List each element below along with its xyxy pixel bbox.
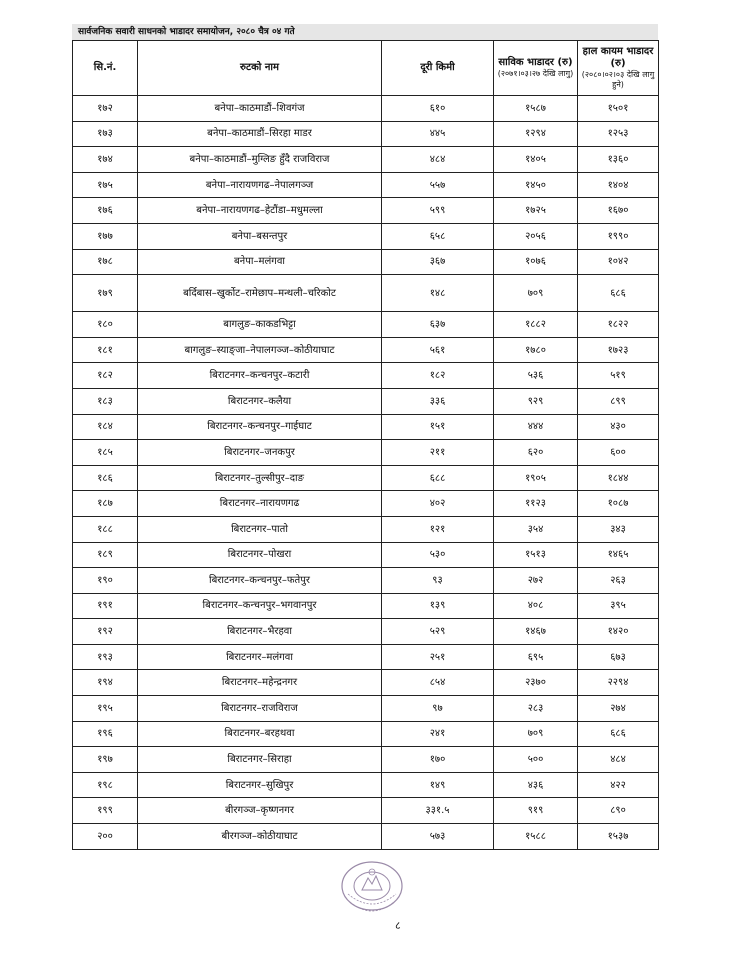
cell-sn: १८४ [73, 414, 138, 440]
cell-distance: ९३ [382, 568, 494, 594]
cell-old-fare: ४०८ [494, 593, 578, 619]
fare-table [72, 40, 659, 850]
cell-distance: ५९९ [382, 198, 494, 224]
cell-old-fare: १७२५ [494, 198, 578, 224]
cell-old-fare: १२९४ [494, 121, 578, 147]
table-row [73, 388, 659, 414]
cell-route: बिराटनगर–पोखरा [138, 542, 382, 568]
table-row [73, 172, 659, 198]
cell-route: बनेपा–बसन्तपुर [138, 223, 382, 249]
cell-new-fare: १४२० [578, 619, 659, 645]
cell-sn: १८० [73, 312, 138, 338]
cell-sn: १७२ [73, 96, 138, 122]
header-new-fare-note: (२०८०।०२।०३ देखि लागु हुने) [581, 70, 655, 89]
cell-new-fare: १४०४ [578, 172, 659, 198]
cell-sn: १९६ [73, 721, 138, 747]
cell-distance: २५१ [382, 644, 494, 670]
table-row [73, 516, 659, 542]
cell-sn: १९४ [73, 670, 138, 696]
table-row [73, 223, 659, 249]
table-row [73, 414, 659, 440]
cell-route: बिराटनगर–कन्चनपुर–फतेपुर [138, 568, 382, 594]
table-row [73, 798, 659, 824]
cell-new-fare: ४३० [578, 414, 659, 440]
cell-new-fare: १८२२ [578, 312, 659, 338]
cell-old-fare: ७०९ [494, 275, 578, 312]
cell-sn: १९३ [73, 644, 138, 670]
cell-sn: १७४ [73, 147, 138, 173]
table-row [73, 772, 659, 798]
cell-distance: १८२ [382, 363, 494, 389]
cell-new-fare: १५३७ [578, 824, 659, 850]
cell-route: बनेपा–मलंगवा [138, 249, 382, 275]
cell-old-fare: २८३ [494, 696, 578, 722]
cell-old-fare: १५१३ [494, 542, 578, 568]
cell-distance: ३३१.५ [382, 798, 494, 824]
cell-route: बिराटनगर–सुखिपुर [138, 772, 382, 798]
cell-route: बनेपा–काठमाडौं–शिवगंज [138, 96, 382, 122]
cell-sn: २०० [73, 824, 138, 850]
cell-route: बागलुङ–स्याङ्जा–नेपालगञ्ज–कोठीयाघाट [138, 337, 382, 363]
cell-old-fare: २३७० [494, 670, 578, 696]
cell-new-fare: ५१९ [578, 363, 659, 389]
cell-distance: १२१ [382, 516, 494, 542]
table-row [73, 824, 659, 850]
cell-distance: १४९ [382, 772, 494, 798]
header-new-fare [578, 41, 659, 96]
cell-old-fare: ९२९ [494, 388, 578, 414]
cell-old-fare: ५३६ [494, 363, 578, 389]
cell-route: बिराटनगर–कन्चनपुर–कटारी [138, 363, 382, 389]
cell-new-fare: २६३ [578, 568, 659, 594]
cell-new-fare: ४८४ [578, 747, 659, 773]
cell-sn: १८५ [73, 440, 138, 466]
cell-route: बागलुङ–काकडभिट्टा [138, 312, 382, 338]
cell-old-fare: ६२० [494, 440, 578, 466]
table-row [73, 363, 659, 389]
cell-new-fare: ६७३ [578, 644, 659, 670]
cell-old-fare: १५८८ [494, 824, 578, 850]
cell-new-fare: १०४२ [578, 249, 659, 275]
table-header-row [73, 41, 659, 96]
cell-sn: १७८ [73, 249, 138, 275]
table-row [73, 696, 659, 722]
cell-route: बिराटनगर–कन्चनपुर–गाईघाट [138, 414, 382, 440]
cell-route: बनेपा–काठमाडौं–मुग्लिङ हुँदै राजविराज [138, 147, 382, 173]
header-old-fare-note: (२०७१।०३।२७ देखि लागु) [497, 69, 574, 78]
cell-old-fare: ३५४ [494, 516, 578, 542]
cell-old-fare: ७०९ [494, 721, 578, 747]
cell-distance: ६३७ [382, 312, 494, 338]
table-row [73, 542, 659, 568]
cell-new-fare: २२९४ [578, 670, 659, 696]
cell-route: बिराटनगर–जनकपुर [138, 440, 382, 466]
cell-distance: ४०२ [382, 491, 494, 517]
table-row [73, 440, 659, 466]
cell-new-fare: ६०० [578, 440, 659, 466]
cell-route: बिराटनगर–तुल्सीपुर–दाङ [138, 465, 382, 491]
cell-route: बिराटनगर–महेन्द्रनगर [138, 670, 382, 696]
cell-sn: १७५ [73, 172, 138, 198]
cell-old-fare: ११२३ [494, 491, 578, 517]
cell-new-fare: १०८७ [578, 491, 659, 517]
cell-distance: ५५७ [382, 172, 494, 198]
table-row [73, 619, 659, 645]
cell-old-fare: ५०० [494, 747, 578, 773]
department-seal [332, 858, 412, 918]
cell-route: बिराटनगर–कलैया [138, 388, 382, 414]
cell-sn: १८३ [73, 388, 138, 414]
table-row [73, 491, 659, 517]
cell-distance: १३९ [382, 593, 494, 619]
cell-route: बिराटनगर–नारायणगढ [138, 491, 382, 517]
table-row [73, 644, 659, 670]
cell-new-fare: १५०१ [578, 96, 659, 122]
cell-sn: १७९ [73, 275, 138, 312]
table-row [73, 593, 659, 619]
cell-sn: १९२ [73, 619, 138, 645]
cell-sn: १९७ [73, 747, 138, 773]
table-row [73, 337, 659, 363]
table-row [73, 670, 659, 696]
cell-distance: ९७ [382, 696, 494, 722]
cell-distance: ८५४ [382, 670, 494, 696]
cell-distance: २११ [382, 440, 494, 466]
cell-new-fare: ८९० [578, 798, 659, 824]
cell-distance: २४१ [382, 721, 494, 747]
cell-distance: १४८ [382, 275, 494, 312]
cell-route: बर्दिबास–खुर्कोट–रामेछाप–मन्थली–चरिकोट [138, 275, 382, 312]
cell-distance: ५६१ [382, 337, 494, 363]
header-route: रुटको नाम [138, 41, 382, 96]
cell-old-fare: १४५० [494, 172, 578, 198]
cell-distance: ५३० [382, 542, 494, 568]
cell-new-fare: १८४४ [578, 465, 659, 491]
cell-sn: १८२ [73, 363, 138, 389]
header-sn: सि.नं. [73, 41, 138, 96]
header-old-fare [494, 41, 578, 96]
header-new-fare-label: हाल कायम भाडादर (रु) [582, 46, 654, 69]
cell-sn: १७३ [73, 121, 138, 147]
table-body [73, 96, 659, 850]
cell-old-fare: १४०५ [494, 147, 578, 173]
cell-sn: १८८ [73, 516, 138, 542]
cell-sn: १९१ [73, 593, 138, 619]
cell-old-fare: १०७६ [494, 249, 578, 275]
cell-route: बिराटनगर–मलंगवा [138, 644, 382, 670]
table-row [73, 96, 659, 122]
cell-new-fare: ८९९ [578, 388, 659, 414]
cell-old-fare: ४४४ [494, 414, 578, 440]
cell-distance: १७० [382, 747, 494, 773]
cell-new-fare: १३६० [578, 147, 659, 173]
cell-new-fare: १९९० [578, 223, 659, 249]
page-header: सार्वजनिक सवारी साधनको भाडादर समायोजन, २०८० चैत्र ०४ गते [72, 24, 658, 40]
cell-old-fare: २७२ [494, 568, 578, 594]
table-row [73, 198, 659, 224]
cell-new-fare: ३४३ [578, 516, 659, 542]
header-old-fare-label: साविक भाडादर (रु) [498, 57, 573, 68]
cell-route: बिराटनगर–कन्चनपुर–भगवानपुर [138, 593, 382, 619]
cell-route: बनेपा–नारायणगढ–हेटौंडा–मधुमल्ला [138, 198, 382, 224]
cell-new-fare: ६८६ [578, 721, 659, 747]
cell-route: बनेपा–नारायणगढ–नेपालगञ्ज [138, 172, 382, 198]
cell-sn: १७६ [73, 198, 138, 224]
cell-route: बिराटनगर–भैरहवा [138, 619, 382, 645]
cell-distance: ६१० [382, 96, 494, 122]
cell-distance: ३६७ [382, 249, 494, 275]
cell-new-fare: २७४ [578, 696, 659, 722]
table-row [73, 121, 659, 147]
cell-old-fare: २०५६ [494, 223, 578, 249]
cell-sn: १८९ [73, 542, 138, 568]
cell-old-fare: १४६७ [494, 619, 578, 645]
cell-route: बिराटनगर–राजविराज [138, 696, 382, 722]
table-row [73, 747, 659, 773]
table-row [73, 721, 659, 747]
table-row [73, 249, 659, 275]
cell-old-fare: ६९५ [494, 644, 578, 670]
table-row [73, 147, 659, 173]
cell-old-fare: १७८० [494, 337, 578, 363]
cell-sn: १९९ [73, 798, 138, 824]
cell-route: बिराटनगर–सिराहा [138, 747, 382, 773]
cell-route: बिराटनगर–बरहथवा [138, 721, 382, 747]
cell-old-fare: ९१९ [494, 798, 578, 824]
cell-sn: १९५ [73, 696, 138, 722]
cell-old-fare: १५८७ [494, 96, 578, 122]
cell-distance: ५७३ [382, 824, 494, 850]
page-number: ८ [395, 919, 401, 932]
cell-sn: १८७ [73, 491, 138, 517]
cell-old-fare: १८८२ [494, 312, 578, 338]
cell-new-fare: ६८६ [578, 275, 659, 312]
cell-sn: १८१ [73, 337, 138, 363]
cell-sn: १९८ [73, 772, 138, 798]
cell-distance: ४८४ [382, 147, 494, 173]
cell-new-fare: १६७० [578, 198, 659, 224]
cell-route: बीरगञ्ज–कोठीयाघाट [138, 824, 382, 850]
cell-new-fare: ४२२ [578, 772, 659, 798]
header-distance: दूरी किमी [382, 41, 494, 96]
table-row [73, 312, 659, 338]
cell-distance: ३३६ [382, 388, 494, 414]
cell-distance: ६५८ [382, 223, 494, 249]
table-row [73, 465, 659, 491]
cell-route: बिराटनगर–पातो [138, 516, 382, 542]
table-row [73, 275, 659, 312]
cell-sn: १९० [73, 568, 138, 594]
cell-new-fare: ३९५ [578, 593, 659, 619]
cell-old-fare: १९०५ [494, 465, 578, 491]
cell-distance: ४४५ [382, 121, 494, 147]
cell-route: बनेपा–काठमाडौं–सिरहा माडर [138, 121, 382, 147]
cell-route: बीरगञ्ज–कृष्णनगर [138, 798, 382, 824]
cell-sn: १७७ [73, 223, 138, 249]
cell-distance: ५२९ [382, 619, 494, 645]
cell-new-fare: १७२३ [578, 337, 659, 363]
table-row [73, 568, 659, 594]
cell-old-fare: ४३६ [494, 772, 578, 798]
cell-new-fare: १४६५ [578, 542, 659, 568]
cell-distance: १५१ [382, 414, 494, 440]
cell-new-fare: १२५३ [578, 121, 659, 147]
cell-sn: १८६ [73, 465, 138, 491]
cell-distance: ६८८ [382, 465, 494, 491]
